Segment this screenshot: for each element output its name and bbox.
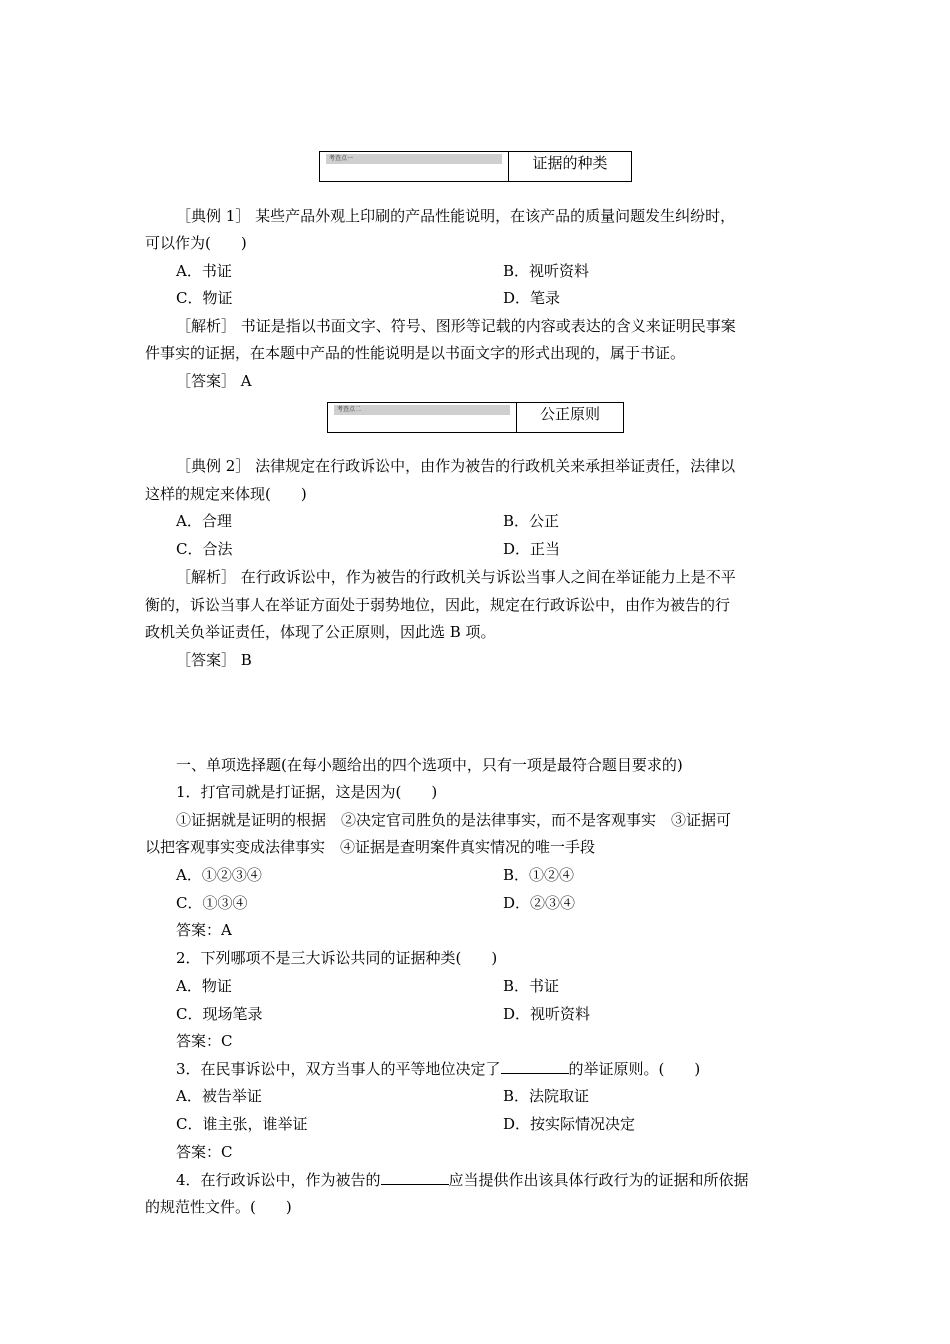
q4-stem-part-a: 4．在行政诉讼中，作为被告的 bbox=[176, 1171, 381, 1189]
example-2-option-a: A．合理 bbox=[176, 512, 232, 530]
example-1-analysis-cont: 件事实的证据，在本题中产品的性能说明是以书面文字的形式出现的，属于书证。 bbox=[145, 344, 686, 362]
section-header-box-2 bbox=[327, 402, 624, 433]
example-2-option-b: B．公正 bbox=[503, 512, 560, 530]
q1-option-a: A．①②③④ bbox=[176, 866, 262, 884]
example-2-option-d: D．正当 bbox=[503, 540, 561, 558]
example-1-option-c: C．物证 bbox=[176, 289, 233, 307]
example-2-analysis-cont-2: 政机关负举证责任，体现了公正原则，因此选 B 项。 bbox=[145, 623, 496, 641]
example-1-option-a: A．书证 bbox=[176, 262, 232, 280]
example-2-stem-cont: 这样的规定来体现( ) bbox=[145, 485, 307, 503]
example-1-analysis: ［解析］ 书证是指以书面文字、符号、图形等记载的内容或表达的含义来证明民事案 bbox=[176, 317, 736, 335]
q3-stem-part-a: 3．在民事诉讼中，双方当事人的平等地位决定了 bbox=[176, 1060, 501, 1078]
example-1-stem-cont: 可以作为( ) bbox=[145, 234, 247, 252]
section-tag-cell bbox=[328, 403, 517, 432]
q2-option-c: C．现场笔录 bbox=[176, 1005, 263, 1023]
q1-answer: 答案：A bbox=[176, 921, 232, 939]
example-1-stem: ［典例 1］ 某些产品外观上印刷的产品性能说明，在该产品的质量问题发生纠纷时， bbox=[176, 207, 736, 225]
q4-stem-cont: 的规范性文件。( ) bbox=[145, 1198, 292, 1216]
q2-option-b: B．书证 bbox=[503, 977, 560, 995]
q1-option-c: C．①③④ bbox=[176, 894, 248, 912]
example-2-analysis-cont-1: 衡的，诉讼当事人在举证方面处于弱势地位，因此，规定在行政诉讼中，由作为被告的行 bbox=[145, 596, 731, 614]
section-tag-cell bbox=[320, 152, 509, 181]
section-title: 公正原则 bbox=[539, 405, 600, 423]
example-2-option-c: C．合法 bbox=[176, 540, 233, 558]
q1-option-d: D．②③④ bbox=[503, 894, 576, 912]
section-tag: 考查点一 bbox=[326, 154, 502, 164]
exercise-heading: 一、单项选择题(在每小题给出的四个选项中，只有一项是最符合题目要求的) bbox=[176, 756, 683, 774]
q2-option-d: D．视听资料 bbox=[503, 1005, 591, 1023]
example-2-stem: ［典例 2］ 法律规定在行政诉讼中，由作为被告的行政机关来承担举证责任，法律以 bbox=[176, 457, 736, 475]
q2-stem: 2．下列哪项不是三大诉讼共同的证据种类( ) bbox=[176, 949, 498, 967]
q1-statements-cont: 以把客观事实变成法律事实 ④证据是查明案件真实情况的唯一手段 bbox=[145, 838, 596, 856]
q3-option-b: B．法院取证 bbox=[503, 1087, 590, 1105]
q3-option-c: C．谁主张，谁举证 bbox=[176, 1115, 308, 1133]
q3-blank bbox=[501, 1059, 569, 1074]
example-2-analysis: ［解析］ 在行政诉讼中，作为被告的行政机关与诉讼当事人之间在举证能力上是不平 bbox=[176, 568, 736, 586]
q1-stem: 1．打官司就是打证据，这是因为( ) bbox=[176, 783, 438, 801]
example-1-option-b: B．视听资料 bbox=[503, 262, 590, 280]
example-1-option-d: D．笔录 bbox=[503, 289, 561, 307]
section-header-box-1 bbox=[319, 151, 632, 182]
q3-stem bbox=[176, 1056, 846, 1083]
q2-answer: 答案：C bbox=[176, 1032, 233, 1050]
example-2-answer: ［答案］ B bbox=[176, 651, 252, 669]
q1-option-b: B．①②④ bbox=[503, 866, 575, 884]
q3-option-a: A．被告举证 bbox=[176, 1087, 262, 1105]
example-1-answer: ［答案］ A bbox=[176, 372, 252, 390]
q4-blank bbox=[381, 1170, 449, 1185]
q4-stem-part-b: 应当提供作出该具体行政行为的证据和所依据 bbox=[448, 1171, 749, 1189]
section-title: 证据的种类 bbox=[532, 154, 608, 172]
q3-stem-part-b: 的举证原则。( ) bbox=[568, 1060, 701, 1078]
section-tag: 考查点二 bbox=[334, 405, 510, 415]
q2-option-a: A．物证 bbox=[176, 977, 232, 995]
q4-stem bbox=[176, 1167, 846, 1194]
q1-statements: ①证据就是证明的根据 ②决定官司胜负的是法律事实，而不是客观事实 ③证据可 bbox=[176, 811, 732, 829]
q3-answer: 答案：C bbox=[176, 1143, 233, 1161]
q3-option-d: D．按实际情况决定 bbox=[503, 1115, 636, 1133]
